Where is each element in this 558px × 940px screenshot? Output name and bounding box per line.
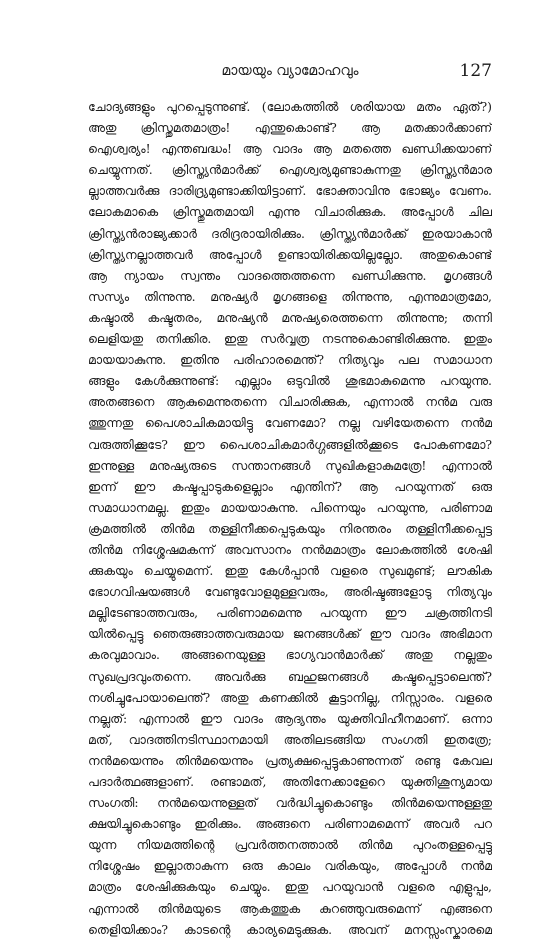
text-line: ഐശ്വര്യം! എന്തബദ്ധം! ആ വാദം ആ മതത്തെ ഖണ്ഡിക്കയാണ് <box>88 141 492 157</box>
text-line: ഇന്ന് ഈ കഷ്ടപ്പാടുകളെല്ലാം എന്തിന്? ആ പറയുന്നത് ഒരു <box>88 478 492 494</box>
text-line: യുന്ന നിയമത്തിന്റെ പ്രവർത്തനത്താൽ തിൻമ പുറംതള്ളപ്പെട്ടു <box>88 837 492 853</box>
text-line: ക്ഷയിച്ചുകൊണ്ടും ഇരിക്കും. അങ്ങനെ പരിണാമമെന്ന് അവർ പറ <box>88 816 492 832</box>
text-line: ലോകമാകെ ക്രിസ്തുമതമായി എന്നു വിചാരിക്കുക. അപ്പോൾ ചില <box>88 204 492 220</box>
text-line: ചെയ്യുന്നത്. ക്രിസ്ത്യൻമാർക്ക് ഐശ്വര്യമുണ്ടാകുന്നതു ക്രിസ്ത്യൻമാര <box>88 162 492 178</box>
text-line: ക്കുകയും ചെയ്യുമെന്ന്. ഇതു കേൾപ്പാൻ വളരെ സുഖമുണ്ട്; ലൗകിക <box>88 563 492 579</box>
text-line: പദാർത്ഥങ്ങളാണ്. രണ്ടാമത്, അതിനേക്കാളേറെ യുക്തിശൂന്യമായ <box>88 774 492 789</box>
page-header <box>88 60 492 82</box>
text-line: നിശ്ശേഷം ഇല്ലാതാകുന്ന ഒരു കാലം വരികയും, അപ്പോൾ നൻമ <box>88 858 492 874</box>
text-line: സസ്യം തിന്നുന്നു. മനുഷ്യർ മൃഗങ്ങളെ തിന്നുന്നു, എന്നുമാത്രമോ, <box>88 288 492 304</box>
text-line: ങ്ങളും കേൾക്കുന്നുണ്ട്: എല്ലാം ഒടുവിൽ ശുഭമാകുമെന്നു പറയുന്നു. <box>88 373 492 389</box>
text-line: നശിച്ചുപോയാലെന്ത്? അതു കണക്കിൽ കൂട്ടാനില്ല, നിസ്സാരം. വളരെ <box>88 689 492 705</box>
running-title: മായയും വ്യാമോഹവും <box>221 63 359 79</box>
text-line: എന്നാൽ തിൻമയുടെ ആകത്തുക കുറഞ്ഞുവരുമെന്ന് എങ്ങനെ <box>88 900 492 916</box>
text-line: തിൻമ നിശ്ശേഷമകന്ന് അവസാനം നൻമമാത്രം ലോകത്തിൽ ശേഷി <box>88 541 492 557</box>
text-line: ല്ലാത്തവർക്കു ദാരിദ്ര്യമുണ്ടാക്കിയിട്ടാണ്. ഭോക്താവിനു ഭോജ്യം വേണം. <box>88 183 492 199</box>
text-line: മത്, വാദത്തിനടിസ്ഥാനമായി അതിലടങ്ങിയ സംഗതി ഇതത്രേ; <box>88 731 492 747</box>
text-line: കഷ്ടാൽ കഷ്ടതരം, മനുഷ്യൻ മനുഷ്യരെത്തന്നെ തിന്നുന്നു; തന്നി <box>88 309 492 325</box>
text-line: കരവുമാവാം. അങ്ങനെയുള്ള ഭാഗ്യവാൻമാർക്ക് അതു നല്ലതും <box>88 647 492 663</box>
text-line: സുഖപ്രദവുംതന്നെ. അവർക്കു ബഹുജനങ്ങൾ കഷ്ടപ്പെട്ടാലെന്ത്? <box>88 668 492 684</box>
text-line: മല്ലിടേണ്ടാത്തവരും, പരിണാമമെന്നു പറയുന്ന ഈ ചക്രത്തിനടി <box>88 605 492 621</box>
text-line: ലെളിയതു തനിക്കിര. ഇതു സർവ്വത്ര നടന്നുകൊണ്ടിരിക്കുന്നു. ഇതും <box>88 331 492 347</box>
text-line: സംഗതി: നൻമയെന്നുള്ളത് വർദ്ധിച്ചുകൊണ്ടും തിൻമയെന്നുള്ളതു <box>88 795 492 811</box>
text-line: യിൽപ്പെട്ടു ഞെരുങ്ങാത്തവരുമായ ജനങ്ങൾക്ക് ഈ വാദം അഭിമാന <box>88 626 492 642</box>
text-line: നൻമയെന്നും തിൻമയെന്നും പ്രത്യക്ഷപ്പെട്ടുകാണുന്നത് രണ്ടു കേവല <box>88 752 492 768</box>
text-line: ആ ന്യായം സ്വന്തം വാദത്തെത്തന്നെ ഖണ്ഡിക്കുന്നു. മൃഗങ്ങൾ <box>88 267 492 283</box>
text-line: ചോദ്യങ്ങളും പുറപ്പെടുന്നുണ്ട്. (ലോകത്തിൽ ശരിയായ മതം ഏത്?) <box>88 99 492 114</box>
text-line: അതങ്ങനെ ആകുമെന്നുതന്നെ വിചാരിക്കുക, എന്നാൽ നൻമ വരു <box>88 394 492 410</box>
text-line: തെളിയിക്കാം? കാടന്റെ കാര്യമെടുക്കുക. അവന് മനസ്സംസ്കാരമെ <box>88 921 492 937</box>
text-line: വരുത്തിക്കൂടേ? ഈ പൈശാചികമാർഗ്ഗങ്ങളിൽക്കൂടെ പോകണമോ? <box>88 436 492 452</box>
text-line: അതു ക്രിസ്തുമതമാത്രം! എന്തുകൊണ്ട്? ആ മതക്കാർക്കാണ് <box>88 120 492 136</box>
body-paragraph <box>88 96 492 940</box>
text-line: ഭോഗവിഷയങ്ങൾ വേണ്ടുവോളമുള്ളവരും, അരിഷ്ടങ്ങളോടു നിത്യവും <box>88 584 492 600</box>
text-line: നല്ലത്: എന്നാൽ ഈ വാദം ആദ്യന്തം യുക്തിവിഹീനമാണ്. ഒന്നാ <box>88 710 492 726</box>
text-line: ഇന്നുള്ള മനുഷ്യരുടെ സന്താനങ്ങൾ സുഖികളാകുമത്രേ! എന്നാൽ <box>88 457 492 473</box>
text-line: ക്രിസ്ത്യൻരാജ്യക്കാർ ദരിദ്രരായിരിക്കും. ക്രിസ്ത്യൻമാർക്ക് ഇരയാകാൻ <box>88 225 492 241</box>
text-line: മായയാകുന്നു. ഇതിനു പരിഹാരമെന്ത്? നിത്യവും പല സമാധാന <box>88 352 492 368</box>
page-number: 127 <box>459 61 492 81</box>
text-line: ത്തുന്നതു പൈശാചികമായിട്ടു വേണമോ? നല്ല വഴിയേതന്നെ നൻമ <box>88 415 492 431</box>
text-line: സമാധാനമല്ല. ഇതും മായയാകുന്നു. പിന്നെയും പറയുന്നു, പരിണാമ <box>88 499 492 515</box>
text-line: മാത്രം ശേഷിക്കുകയും ചെയ്യും. ഇതു പറയുവാൻ വളരെ എളുപ്പം, <box>88 879 492 895</box>
text-line: ക്രമത്തിൽ തിൻമ തള്ളിനീക്കപ്പെടുകയും നിരന്തരം തള്ളിനീക്കപ്പെട്ട <box>88 520 492 536</box>
text-line: ക്രിസ്ത്യനല്ലാത്തവർ അപ്പോൾ ഉണ്ടായിരിക്കയില്ലല്ലോ. അതുകൊണ്ട് <box>88 246 492 262</box>
